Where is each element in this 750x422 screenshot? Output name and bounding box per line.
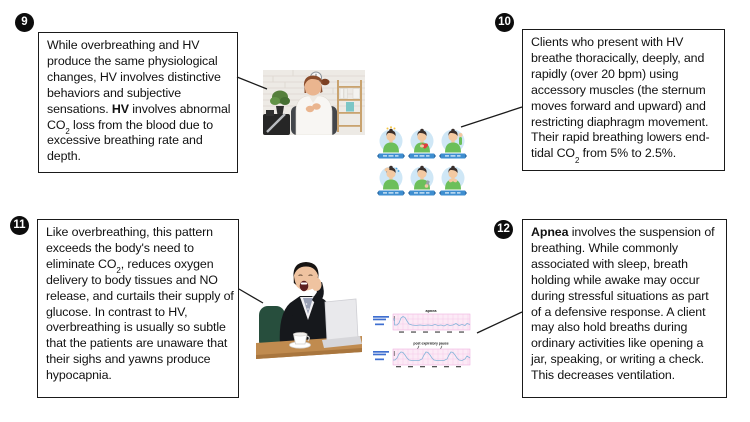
callout-number-11: 11 (10, 216, 29, 235)
hyperventilation-symptoms-illustration (377, 121, 467, 197)
laptop (322, 299, 362, 348)
callout-box-9: While overbreathing and HV produce the same physiological changes, HV involves distinctive behaviors and subjective sensations. HV involves abnormal $CO_2$ loss from the blood due to excessive breathing rate and depth. (38, 32, 238, 173)
yawning-woman-photo (256, 256, 362, 366)
callout-number-9: 9 (15, 13, 34, 32)
symptom-figure-trembling (439, 129, 467, 159)
callout-box-12: Apnea involves the suspension of breathing. While commonly associated with sleep, breath holding while awake may occur during stressful situations as part of a defensive response. A client may also hold breaths during ordinary activities like opening a jar, speaking, or writing a check. This decreases ventilation. (522, 219, 727, 398)
symptom-figure-chest-pain (408, 129, 436, 159)
respiration-charts (373, 304, 473, 368)
office-chest-pain-photo (263, 70, 365, 135)
chart-title-apnea: apnea (425, 309, 437, 313)
callout-box-10: Clients who present with HV breathe thoracically, deeply, and rapidly (over 20 bpm) using accessory muscles (the sternum moves forward and upward) and restricting diaphragm movement. Their rapid breathing lowers end-tidal $CO_2$ from 5% to 2.5%. (522, 29, 725, 171)
symptom-figure-sweating (408, 166, 436, 196)
chart-tick-labels-bottom (396, 366, 461, 367)
chart-tick-labels-top (399, 331, 464, 332)
callout-number-12: 12 (494, 220, 513, 239)
chart-side-label-bottom (373, 351, 389, 360)
callout-box-11: Like overbreathing, this pattern exceeds the body's need to eliminate $CO_2$, reduces oxygen delivery to body tissues and NO release, and curtails their supply of glucose. In contrast to HV, overbreathing is usually so subtle that the patients are unaware that their sighs and yawns produce hypocapnia. (37, 219, 239, 398)
symptom-figure-dizziness (377, 126, 405, 158)
chart-title-post-expiratory-pause: post expiratory pause (413, 341, 449, 346)
symptom-figure-headache (377, 166, 405, 196)
callout-number-10: 10 (495, 13, 514, 32)
chart-side-label-top (373, 316, 389, 325)
symptom-figure-breathlessness (439, 166, 467, 196)
